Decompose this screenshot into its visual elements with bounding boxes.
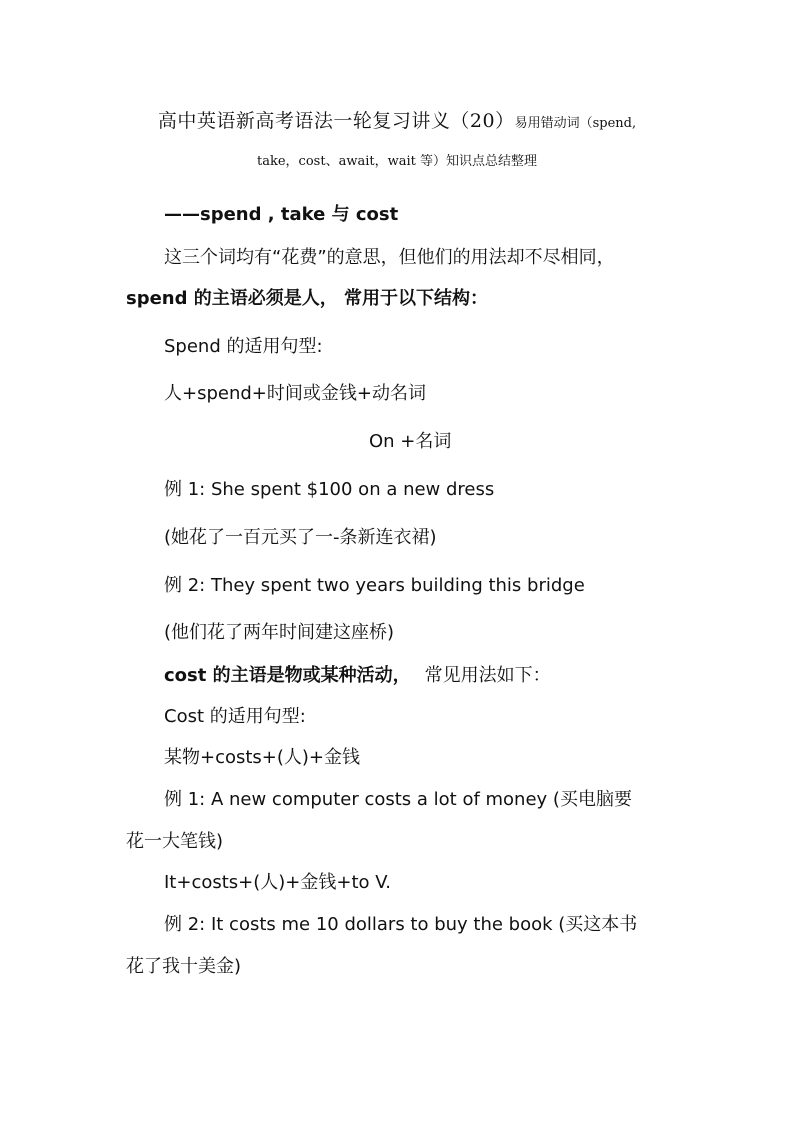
spend-pattern-label: Spend 的适用句型:	[164, 336, 323, 357]
title-sub-b: take，cost、await，wait 等）知识点总结整理	[257, 154, 537, 169]
title-main: 高中英语新高考语法一轮复习讲义（20）	[157, 110, 515, 132]
document-title	[60, 106, 734, 133]
title-sub-a: 易用错动词（spend,	[514, 116, 637, 131]
cost-pattern-label: Cost 的适用句型:	[164, 706, 306, 727]
cost-rule	[164, 665, 551, 687]
spend-example-1: 例 1: She spent $100 on a new dress	[164, 479, 495, 500]
cost-example-1-line-1: 例 1: A new computer costs a lot of money (买电脑要	[164, 789, 632, 810]
section-heading: ——spend , take 与 cost	[164, 204, 399, 225]
cost-rule-rest: 常见用法如下：	[424, 665, 551, 686]
intro-line-2: spend 的主语必须是人， 常用于以下结构：	[126, 288, 489, 309]
spend-example-2-translation: (他们花了两年时间建这座桥)	[164, 622, 395, 643]
cost-pattern-2: It+costs+(人)+金钱+to V.	[164, 872, 391, 893]
cost-example-2-line-1: 例 2: It costs me 10 dollars to buy the book (买这本书	[164, 914, 638, 935]
cost-pattern-1: 某物+costs+(人)+金钱	[164, 747, 361, 768]
cost-example-2-line-2: 花了我十美金)	[126, 956, 242, 977]
spend-example-2: 例 2: They spent two years building this bridge	[164, 575, 585, 596]
spend-example-1-translation: (她花了一百元买了一-条新连衣裙)	[164, 527, 437, 548]
cost-rule-bold: cost 的主语是物或某种活动，	[164, 665, 411, 686]
intro-line-1: 这三个词均有“花费”的意思，但他们的用法却不尽相同，	[164, 247, 615, 268]
spend-pattern-2: On +名词	[369, 431, 452, 452]
cost-example-1-line-2: 花一大笔钱)	[126, 831, 224, 852]
spend-pattern-1: 人+spend+时间或金钱+动名词	[164, 383, 426, 404]
